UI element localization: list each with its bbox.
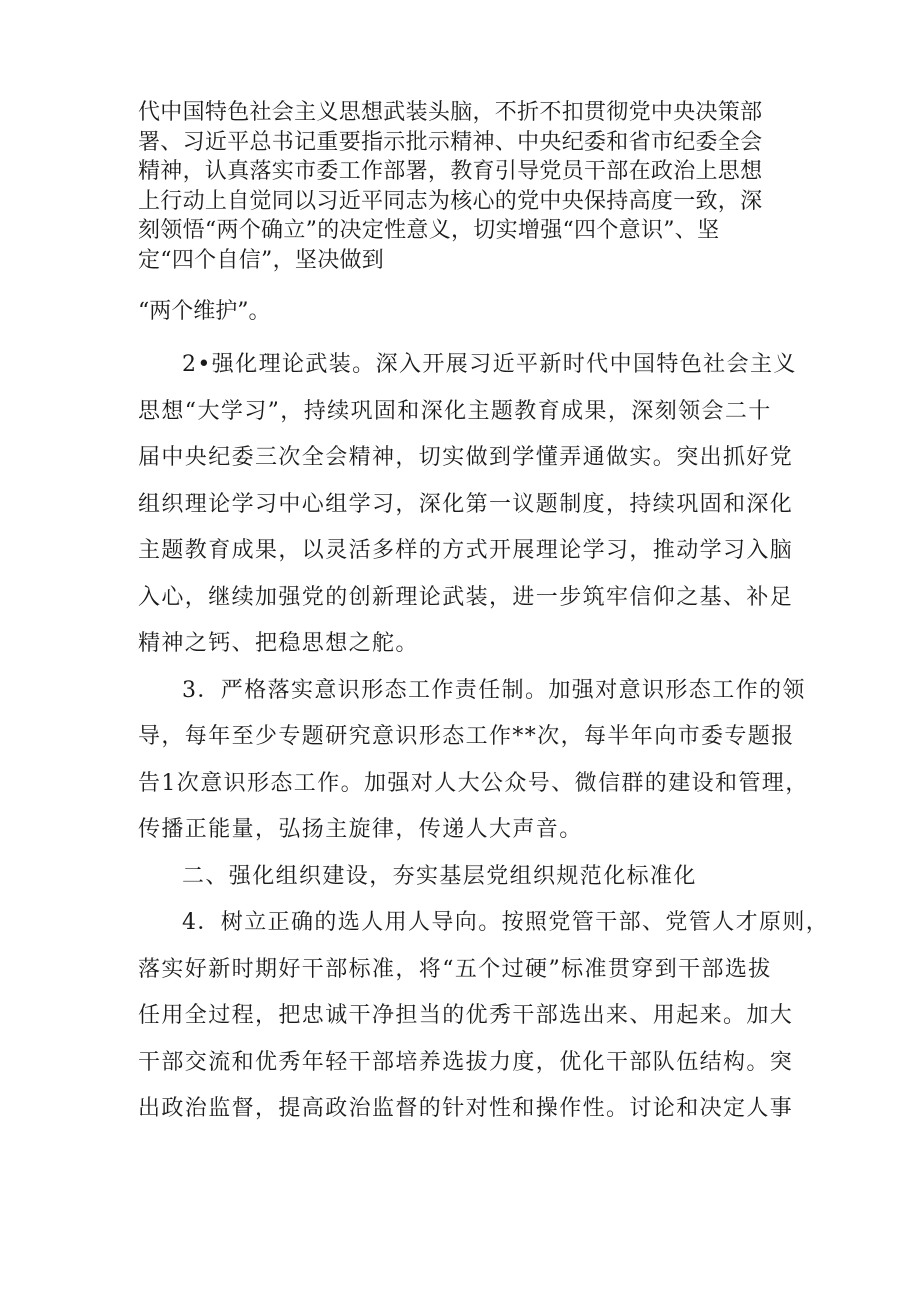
paragraph-3 bbox=[138, 668, 818, 854]
text-line: 3．严格落实意识形态工作责任制。加强对意识形态工作的领 bbox=[182, 677, 806, 703]
text-line: 代中国特色社会主义思想武装头脑，不折不扣贯彻党中央决策部 bbox=[138, 100, 763, 125]
text-line: 出政治监督，提高政治监督的针对性和操作性。讨论和决定人事 bbox=[138, 1096, 794, 1121]
intro-tail: “两个维护”。 bbox=[138, 299, 271, 324]
text-line: 导，每年至少专题研究意识形态工作**次，每半年向市委专题报 bbox=[138, 724, 795, 749]
text-line: 主题教育成果，以灵活多样的方式开展理论学习，推动学习入脑 bbox=[138, 538, 794, 563]
text-line: 届中央纪委三次全会精神，切实做到学懂弄通做实。突出抓好党 bbox=[138, 445, 794, 470]
paragraph-4 bbox=[138, 900, 830, 1133]
text-line: 精神，认真落实市委工作部署，教育引导党员干部在政治上思想 bbox=[138, 159, 763, 184]
text-line: 任用全过程，把忠诚干净担当的优秀干部选出来、用起来。加大 bbox=[138, 1003, 794, 1028]
body-text bbox=[138, 342, 830, 1133]
text-line: 4．树立正确的选人用人导向。按照党管干部、党管人才原则， bbox=[182, 910, 830, 935]
text-line: 上行动上自觉同以习近平同志为核心的党中央保持高度一致，深 bbox=[138, 188, 763, 214]
text-line: 落实好新时期好干部标准，将“五个过硬”标准贯穿到干部选拔 bbox=[138, 956, 772, 982]
text-line: 刻领悟“两个确立”的决定性意义，切实增强“四个意识”、坚 bbox=[138, 218, 720, 243]
text-line: 思想“大学习”，持续巩固和深化主题教育成果，深刻领会二十 bbox=[138, 398, 772, 424]
text-line: 精神之钙、把稳思想之舵。 bbox=[138, 631, 419, 656]
paragraph-2 bbox=[138, 342, 818, 668]
intro-paragraph bbox=[138, 98, 798, 275]
text-line: 干部交流和优秀年轻干部培养选拔力度，优化干部队伍结构。突 bbox=[138, 1049, 794, 1075]
text-line: 2•强化理论武装。深入开展习近平新时代中国特色社会主义 bbox=[182, 352, 797, 377]
text-line: 入心，继续加强党的创新理论武装，进一步筑牢信仰之基、补足 bbox=[138, 584, 794, 610]
text-line: 告1次意识形态工作。加强对人大公众号、微信群的建设和管理， bbox=[138, 770, 809, 796]
text-line: 署、习近平总书记重要指示批示精神、中央纪委和省市纪委全会 bbox=[138, 129, 763, 155]
text-line: 定“四个自信”，坚决做到 bbox=[138, 247, 385, 273]
section-heading: 二、强化组织建设，夯实基层党组织规范化标准化 bbox=[182, 863, 697, 889]
text-line: 传播正能量，弘扬主旋律，传递人大声音。 bbox=[138, 817, 583, 842]
text-line: 组织理论学习中心组学习，深化第一议题制度，持续巩固和深化 bbox=[138, 491, 794, 517]
